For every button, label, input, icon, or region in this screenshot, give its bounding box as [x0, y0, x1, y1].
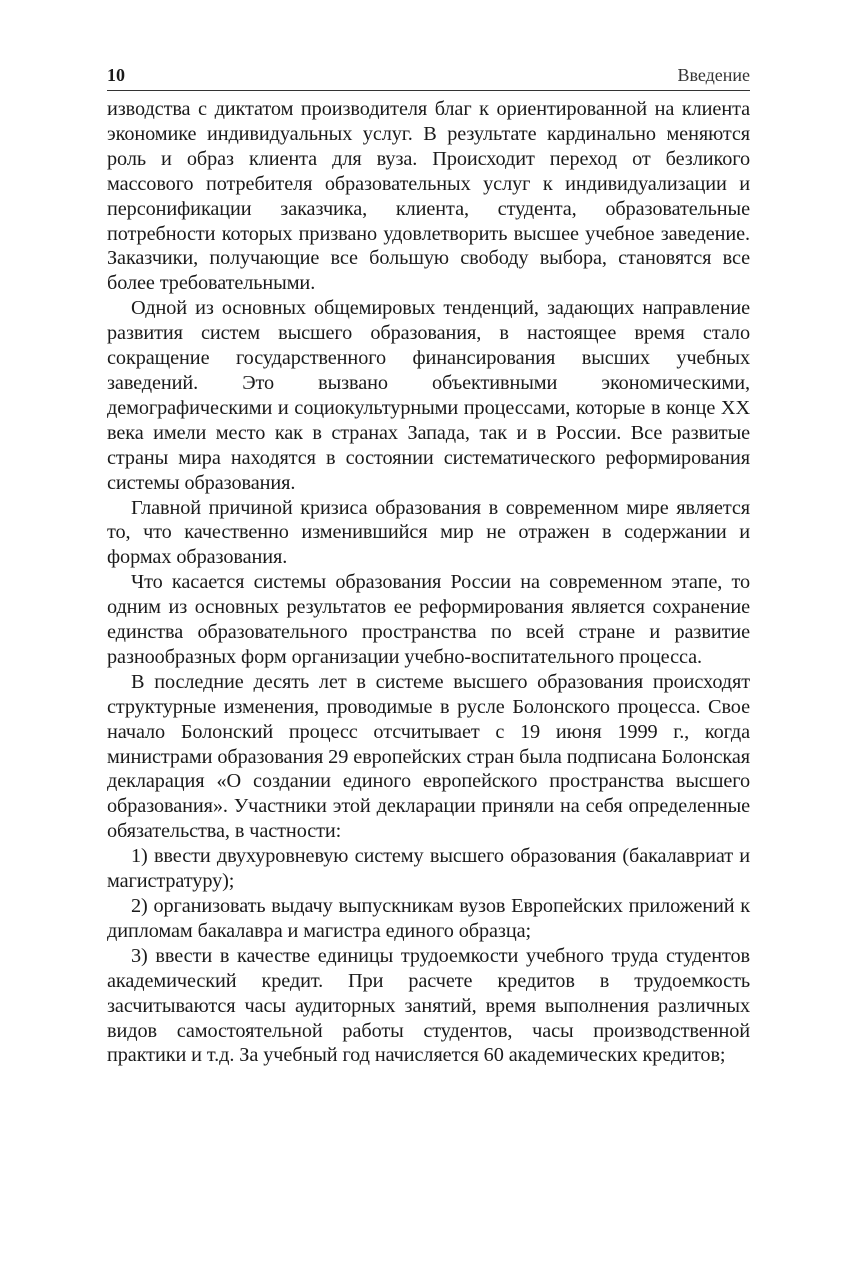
- page: [107, 60, 750, 1068]
- section-title: Введение: [677, 65, 750, 85]
- paragraph-crisis-cause: Главной причиной кризиса образования в современном мире является то, что качественно изменившийся мир не отражен в содержании и формах образования.: [107, 496, 750, 569]
- list-item-academic-credit: 3) ввести в качестве единицы трудоемкости учебного труда студентов академический кредит. При расчете кредитов в трудоемкость засчитываются часы аудиторных занятий, время выполнения различных видов самостоятельной работы студентов, часы производственной практики и т.д. За учебный год начисляется 60 академических кредитов;: [107, 944, 750, 1067]
- page-number: 10: [107, 65, 125, 85]
- list-item-diploma-supplements: 2) организовать выдачу выпускникам вузов Европейских приложений к дипломам бакалавра и магистра единого образца;: [107, 895, 750, 942]
- paragraph-bologna-process: В последние десять лет в системе высшего образования происходят структурные изменения, проводимые в русле Болонского процесса. Свое начало Болонский процесс отсчитывает с 19 июня 1999 г., когда министрами образования 29 европейских стран была подписана Болонская декларация «О создании единого европейского пространства высшего образования». Участники этой декларации приняли на себя определенные обязательства, в частности:: [107, 670, 750, 843]
- list-item-two-level-system: 1) ввести двухуровневую систему высшего образования (бакалавриат и магистратуру);: [107, 845, 750, 893]
- body-text: [107, 97, 750, 1068]
- running-header: [107, 60, 750, 91]
- paragraph-continuation: изводства с диктатом производителя благ к ориентированной на клиента экономике индивидуальных услуг. В результате кардинально меняются роль и образ клиента для вуза. Происходит переход от безликого массового потребителя образовательных услуг к индивидуализации и персонификации заказчика, клиента, студента, образовательные потребности которых призвано удовлетворить высшее учебное заведение. Заказчики, получающие все большую свободу выбора, становятся все более требовательными.: [107, 98, 750, 295]
- paragraph-russia-system: Что касается системы образования России на современном этапе, то одним из основных результатов ее реформирования является сохранение единства образовательного пространства по всей стране и развитие разнообразных форм организации учебно-воспитательного процесса.: [107, 571, 750, 668]
- paragraph-funding-trend: Одной из основных общемировых тенденций, задающих направление развития систем высшего образования, в настоящее время стало сокращение государственного финансирования высших учебных заведений. Это вызвано объективными экономическими, демографическими и социокультурными процессами, которые в конце XX века имели место как в странах Запада, так и в России. Все развитые страны мира находятся в состоянии систематического реформирования системы образования.: [107, 297, 750, 494]
